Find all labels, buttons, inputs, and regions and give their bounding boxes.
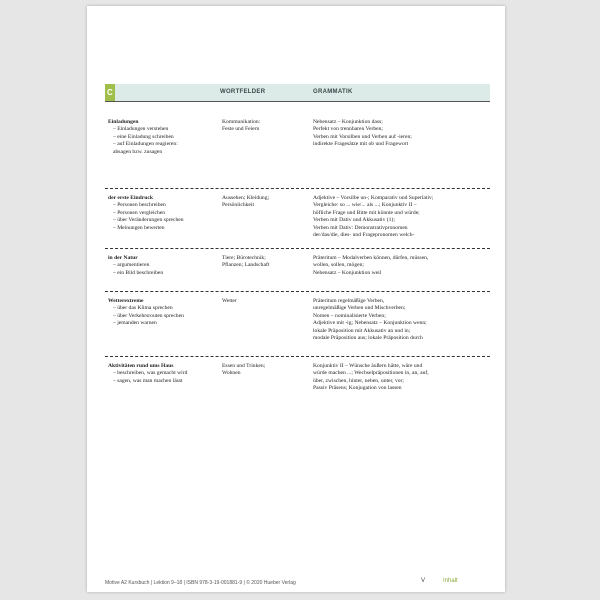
grammatik-line: Konjunktiv II – Wünsche äußern hätte, wäre und xyxy=(313,363,423,369)
lesson-topic xyxy=(108,119,216,156)
table-header xyxy=(105,84,490,101)
list-item: – ein Bild beschreiben xyxy=(113,269,164,276)
lesson-topic xyxy=(108,298,216,328)
grammatik-line: Nebensatz – Konjunktion dass; xyxy=(313,119,383,125)
grammatik-line: Perfekt von trennbaren Verben; xyxy=(313,126,383,133)
grammatik-cell xyxy=(313,195,490,239)
wortfelder-line: Essen und Trinken; xyxy=(222,363,266,369)
list-item: – Personen beschreiben xyxy=(113,202,166,209)
list-item: – Einladungen verstehen xyxy=(113,126,169,133)
column-header-wortfelder: WORTFELDER xyxy=(220,89,266,95)
grammatik-line: Passiv Präsens; Konjugation von lassen xyxy=(313,385,402,392)
list-item: – Meinungen bewerten xyxy=(113,224,165,231)
grammatik-line: unregelmäßige Verben und Mischverben; xyxy=(313,305,406,312)
list-item: – über Veränderungen sprechen xyxy=(113,217,184,224)
grammatik-line: Verben mit Dativ: Demonstrativpronomen xyxy=(313,224,408,231)
list-item: – Personen vergleichen xyxy=(113,209,166,216)
wortfelder-line: Persönlichkeit xyxy=(222,202,255,209)
list-item: – über das Klima sprechen xyxy=(113,305,173,312)
footer-imprint: Motive A2 Kursbuch | Lektion 9–18 | ISBN 978-3-19-001881-9 | © 2020 Hueber Verlag xyxy=(105,580,296,586)
wortfelder-cell xyxy=(222,298,308,305)
wortfelder-cell xyxy=(222,119,308,134)
wortfelder-line: Tiere; Bürotechnik; xyxy=(222,255,266,261)
grammatik-line: Verben mit Dativ und Akkusativ (1); xyxy=(313,217,395,224)
grammatik-line: modale Präposition aus; lokale Präposition durch xyxy=(313,335,423,342)
grammatik-line: Adjektive – Vorsilbe un-; Komparativ und Superlativ; xyxy=(313,195,434,201)
wortfelder-line: Feste und Feiern xyxy=(222,126,260,133)
lesson-title: Aktivitäten rund ums Haus xyxy=(108,363,174,369)
wortfelder-line: Pflanzen; Landschaft xyxy=(222,262,270,269)
grammatik-line: wollen, sollen, mögen; xyxy=(313,262,364,269)
grammatik-line: Nebensatz – Konjunktion weil xyxy=(313,269,382,276)
list-item: – über Verkehrsrouten sprechen xyxy=(113,312,184,319)
list-item: – argumentieren xyxy=(113,262,150,269)
page-number: V xyxy=(421,578,426,584)
grammatik-cell xyxy=(313,298,490,342)
grammatik-line: Adjektive mit -ig; Nebensatz – Konjunktion wenn; xyxy=(313,320,427,327)
list-item: – eine Einladung schreiben xyxy=(113,133,174,140)
grammatik-line: höfliche Frage und Bitte mit könnte und würde; xyxy=(313,209,420,216)
wortfelder-cell xyxy=(222,363,308,378)
row-divider xyxy=(105,248,490,249)
grammatik-line: Verben mit Vorsilben und Verben auf -ieren; xyxy=(313,133,412,140)
header-divider xyxy=(105,101,490,102)
wortfelder-line: Wetter xyxy=(222,298,237,304)
wortfelder-cell xyxy=(222,195,308,210)
lesson-title: Wetterextreme xyxy=(108,298,144,304)
section-label: Inhalt xyxy=(443,578,458,584)
grammatik-line: Vergleiche: so ... wie/... als ...; Konjunktiv II – xyxy=(313,202,417,209)
contents-page xyxy=(87,6,505,592)
list-item: – jemanden warnen xyxy=(113,320,157,327)
wortfelder-line: Kommunikation: xyxy=(222,119,261,125)
lesson-title: Einladungen xyxy=(108,119,139,125)
grammatik-line: Präteritum – Modalverben können, dürfen, müssen, xyxy=(313,255,429,261)
grammatik-line: Präteritum regelmäßige Verben, xyxy=(313,298,385,304)
lesson-title: in der Natur xyxy=(108,255,138,261)
grammatik-line: über, zwischen, hinter, neben, unter, vor; xyxy=(313,377,404,384)
list-item: absagen bzw. zusagen xyxy=(113,148,163,155)
grammatik-cell xyxy=(313,255,490,277)
lesson-topic xyxy=(108,255,216,277)
grammatik-line: würde machen ...; Wechselpräpositionen in, an, auf, xyxy=(313,370,429,377)
grammatik-line: lokale Präposition mit Akkusativ an und in; xyxy=(313,327,411,334)
grammatik-line: Nomen – nominalisierte Verben; xyxy=(313,312,386,319)
list-item: – beschreiben, was gemacht wird xyxy=(113,370,188,377)
grammatik-cell xyxy=(313,363,490,393)
list-item: – auf Einladungen reagieren: xyxy=(113,141,178,148)
column-header-grammatik: GRAMMATIK xyxy=(313,89,353,95)
wortfelder-cell xyxy=(222,255,308,270)
row-divider xyxy=(105,188,490,189)
row-divider xyxy=(105,291,490,292)
section-badge: C xyxy=(105,84,115,101)
lesson-topic xyxy=(108,363,216,385)
wortfelder-line: Wohnen xyxy=(222,370,241,377)
grammatik-cell xyxy=(313,119,490,149)
grammatik-line: der/das/die, dies- und Fragepronomen welch- xyxy=(313,232,415,239)
wortfelder-line: Aussehen; Kleidung; xyxy=(222,195,270,201)
row-divider xyxy=(105,356,490,357)
lesson-topic xyxy=(108,195,216,232)
grammatik-line: indirekte Fragesätze mit ob und Fragewort xyxy=(313,141,409,148)
list-item: – sagen, was man machen lässt xyxy=(113,377,183,384)
lesson-title: der erste Eindruck xyxy=(108,195,153,201)
